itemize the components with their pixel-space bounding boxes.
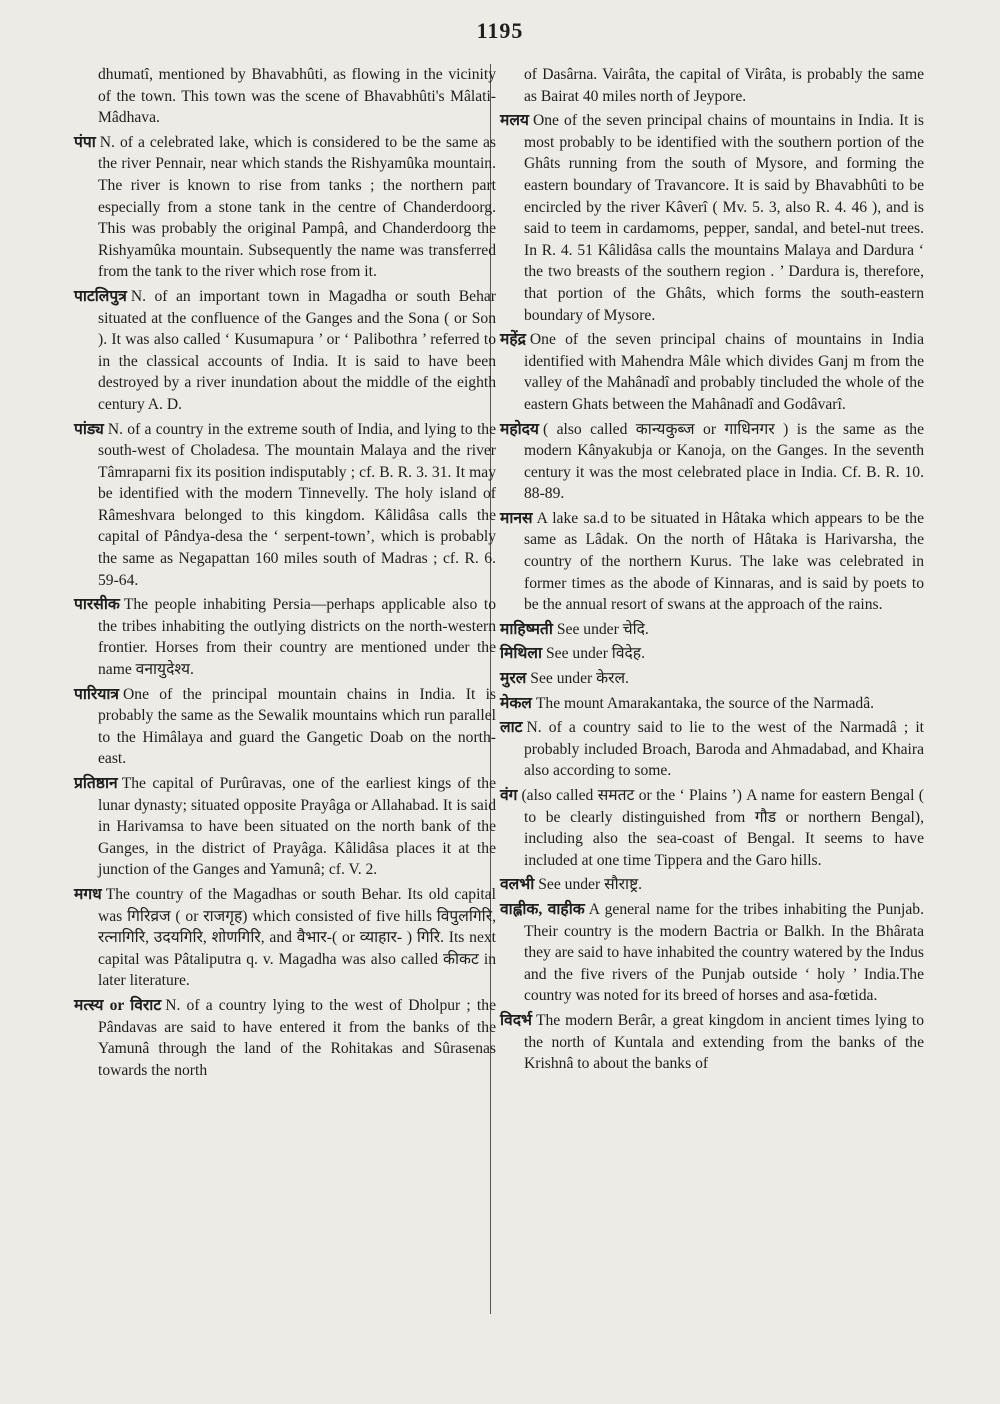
entry-text: One of the seven principal chains of mountains in India. It is most probably to be identified with the southern portion of the Ghâts running from the south of Mysore, and forming the eastern boundary of Travancore. It is said by Bhavabhûti to be encircled by the river Kâverî ( Mv. 5. 3, also R. 4. 46 ), and is said to teem in cardamoms, pepper, sandal, and betel-nut trees. In R. 4. 51 Kâlidâsa calls the mountains Malaya and Dardura ‘ the two breasts of the southern region . ’ Dardura is, therefore, that portion of the Ghâts, which forms the south-eastern boundary of Mysore. <box>524 112 924 324</box>
entry-text: See under विदेह. <box>545 645 645 663</box>
dictionary-entry <box>500 668 924 690</box>
entry-text: The modern Berâr, a great kingdom in ancient times lying to the north of Kuntala and extending from the banks of the Krishnâ to about the banks of <box>524 1011 924 1073</box>
entry-text: ( also called कान्यकुब्ज or गाधिनगर ) is the same as the modern Kânyakubja or Kanoja, on the Ganges. In the seventh century it was the most celebrated place in India. Cf. B. R. 10. 88-89. <box>524 420 924 503</box>
entry-text: (also called समतट or the ‘ Plains ’) A name for eastern Bengal ( to be clearly distinguished from गौड or northern Bengal), including also the sea-coast of Bengal. It seems to have included at one time Tippera and the Garo hills. <box>521 787 924 869</box>
dictionary-entry <box>500 419 924 505</box>
dictionary-entry <box>74 419 496 592</box>
dictionary-entry <box>74 64 496 129</box>
entry-text: dhumatî, mentioned by Bhavabhûti, as flowing in the vicinity of the town. This town was the scene of Bhavabhûti's Mâlati-Mâdhava. <box>98 66 496 127</box>
dictionary-entry <box>500 1010 924 1075</box>
dictionary-entry <box>74 684 496 770</box>
dictionary-entry <box>500 874 924 896</box>
entry-headword: मुरल <box>500 670 527 688</box>
entry-headword: मत्स्य or विराट <box>74 996 162 1014</box>
entry-text: The mount Amarakantaka, the source of the Narmadâ. <box>535 694 875 712</box>
entry-text: A general name for the tribes inhabiting the Punjab. Their country is the modern Bactria or Balkh. In the Bhârata they are said to have inhabited the country watered by the Indus and the five rivers of the Punjab outside ‘ holy ’ India.The country was noted for its breed of horses and asa-fœtida. <box>524 900 924 1005</box>
entry-headword: मलय <box>500 112 529 130</box>
entry-headword: मिथिला <box>500 645 542 663</box>
entry-text: One of the principal mountain chains in India. It is probably the same as the Sewalik mountains which run parallel to the Himâlaya and guard the Gangetic Doab on the north-east. <box>98 685 496 768</box>
entry-headword: वंग <box>500 787 518 804</box>
entry-headword: वाह्लीक, वाहीक <box>500 900 585 918</box>
dictionary-entry <box>74 773 496 881</box>
entry-text: See under सौराष्ट्र. <box>538 876 643 894</box>
dictionary-entry <box>74 594 496 680</box>
page-number: 1195 <box>476 18 524 43</box>
entry-headword: महोदय <box>500 420 539 438</box>
entry-text: The country of the Magadhas or south Behar. Its old capital was गिरिव्रज ( or राजगृह) which consisted of five hills विपुलगिरि, रत्नागिरि, उदयगिरि, शोणगिरि, and वैभार-( or व्याहार- ) गिरि. Its next capital was Pâtaliputra q. v. Magadha was also called कीकट in later literature. <box>98 885 496 990</box>
dictionary-entry <box>500 508 924 616</box>
entry-text: See under केरल. <box>530 670 629 688</box>
entry-headword: पारियात्र <box>74 685 120 703</box>
entry-headword: माहिष्मती <box>500 620 553 638</box>
dictionary-entry <box>500 693 924 715</box>
left-column <box>74 64 496 1084</box>
entry-text: The capital of Purûravas, one of the earliest kings of the lunar dynasty; situated opposite Prayâga or Allahabad. It is said in Harivamsa to have been situated on the north bank of the Ganges, in the district of Prayâga. Kâlidâsa places it at the junction of the Ganges and Yamunâ; cf. V. 2. <box>98 775 496 879</box>
dictionary-entry <box>500 619 924 641</box>
entry-headword: विदर्भ <box>500 1011 532 1029</box>
entry-headword: पाटलिपुत्र <box>74 287 127 305</box>
entry-text: One of the seven principal chains of mountains in India identified with Mahendra Mâle which divides Ganj m from the valley of the Mahânadî and probably tincluded the whole of the eastern Ghats between the Mahânadî and Godâvarî. <box>524 331 924 413</box>
entry-text: N. of a country said to lie to the west of the Narmadâ ; it probably included Broach, Baroda and Ahmadabad, and Khaira also according to some. <box>524 719 924 780</box>
entry-headword: वलभी <box>500 876 535 894</box>
entry-headword: पंपा <box>74 133 96 151</box>
dictionary-entry <box>500 785 924 871</box>
entry-headword: पारसीक <box>74 596 120 614</box>
entry-headword: मानस <box>500 509 533 527</box>
entry-headword: महेंद्र <box>500 331 526 349</box>
entry-text: A lake sa.d to be situated in Hâtaka which appears to be the same as Lâdak. On the north of Hâtaka is Harivarsha, the country of the northern Kurus. The lake was celebrated in former times as the abode of Kinnaras, and is said by poets to be the annual resort of swans at the approach of the rains. <box>524 509 924 614</box>
dictionary-entry <box>74 995 496 1081</box>
entry-text: See under चेदि. <box>556 620 649 638</box>
entry-text: of Dasârna. Vairâta, the capital of Virâta, is probably the same as Bairat 40 miles north of Jeypore. <box>524 66 924 105</box>
entry-text: N. of a country in the extreme south of India, and lying to the south-west of Choladesa. The mountain Malaya and the river Tâmraparni fix its position indisputably ; cf. B. R. 3. 31. It may be identified with the modern Tinnevelly. The holy island of Râmeshvara belonged to this kingdom. Kâlidâsa calls the capital of Pândya-desa the ‘ serpent-town’, which is probably the same as Negapattan 160 miles south of Madras ; cf. R. 6. 59-64. <box>98 420 496 589</box>
entry-headword: लाट <box>500 719 523 737</box>
entry-headword: प्रतिष्ठान <box>74 775 118 792</box>
dictionary-entry <box>500 643 924 665</box>
right-column <box>500 64 924 1078</box>
dictionary-entry <box>74 286 496 416</box>
dictionary-entry <box>500 110 924 326</box>
dictionary-entry <box>500 64 924 107</box>
dictionary-entry <box>500 329 924 415</box>
dictionary-entry <box>74 132 496 283</box>
dictionary-entry <box>500 899 924 1007</box>
entry-headword: मगध <box>74 885 102 903</box>
entry-text: N. of a country lying to the west of Dholpur ; the Pândavas are said to have entered it from the banks of the Yamunâ through the land of the Rohitakas and Sûrasenas towards the north <box>98 996 496 1079</box>
entry-text: The people inhabiting Persia—perhaps applicable also to the tribes inhabiting the outlying districts on the north-western frontier. Horses from their country are mentioned under the name वनायुदेश्य. <box>98 596 496 679</box>
entry-headword: मेकल <box>500 694 532 712</box>
entry-headword: पांड्य <box>74 420 104 438</box>
dictionary-entry <box>500 717 924 782</box>
dictionary-entry <box>74 884 496 992</box>
entry-text: N. of an important town in Magadha or south Behar situated at the confluence of the Ganges and the Sona ( or Son ). It was also called ‘ Kusumapura ’ or ‘ Palibothra ’ referred to in the classical accounts of India. It is said to have been destroyed by a river inundation about the middle of the eighth century A. D. <box>98 287 496 413</box>
entry-text: N. of a celebrated lake, which is considered to be the same as the river Pennair, near which stands the Rishyamûka mountain. The river is known to rise from tanks ; the northern part especially from a stone tank in the centre of Chanderdoorg. This was probably the original Pampâ, and Chanderdoorg the Rishyamûka mountain. Subsequently the name was transferred from the tank to the river which rose from it. <box>98 133 496 281</box>
